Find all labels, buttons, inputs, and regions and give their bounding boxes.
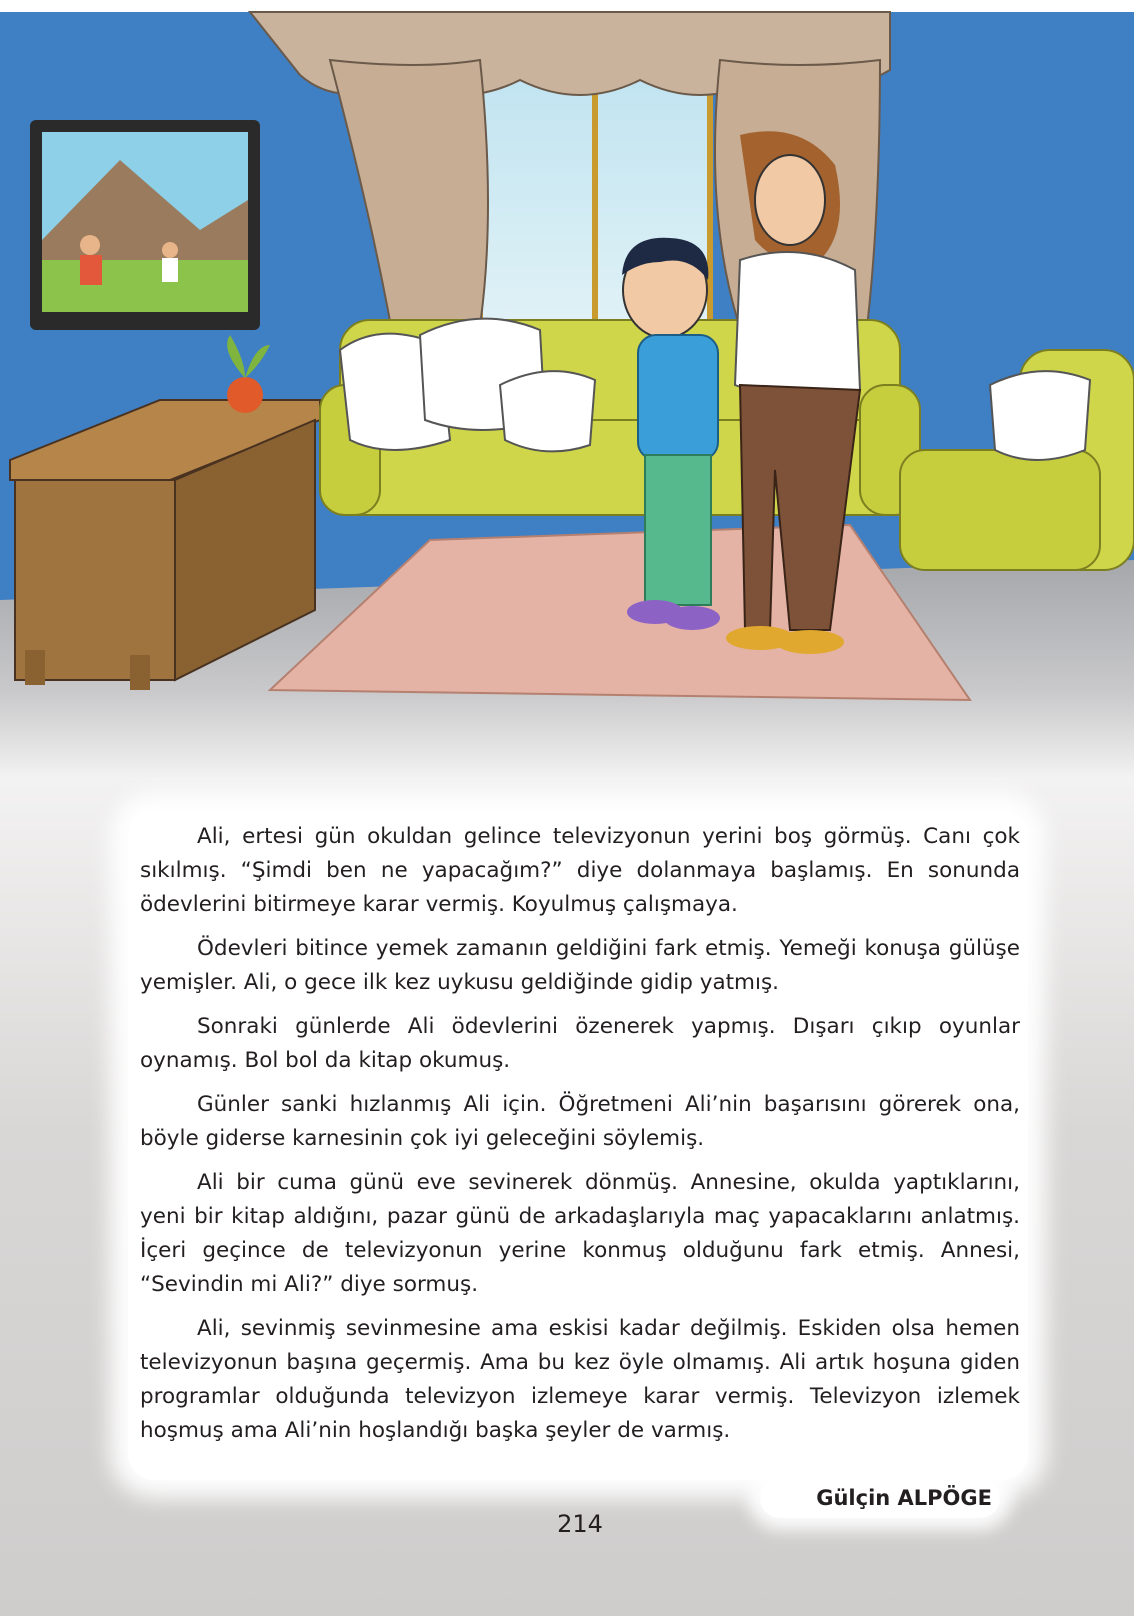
- story-text: [140, 820, 1020, 1458]
- paragraph: Ali, sevinmiş sevinmesine ama eskisi kadar değilmiş. Eskiden olsa hemen televizyonun başına geçermiş. Ama bu kez öyle olmamış. Ali artık hoşuna giden programlar olduğunda televizyon izlemeye karar vermiş. Televizyon izlemek hoşmuş ama Ali’nin hoşlandığı başka şeyler de varmış.: [140, 1316, 1020, 1443]
- paragraph: Ali bir cuma günü eve sevinerek dönmüş. Annesine, okulda yaptıklarını, yeni bir kitap aldığını, pazar günü de arkadaşlarıyla maç yapacaklarını anlatmış. İçeri geçince de televizyonun yerine konmuş olduğunu fark etmiş. Annesi, “Sevindin mi Ali?” diye sormuş.: [140, 1170, 1020, 1297]
- paragraph: Sonraki günlerde Ali ödevlerini özenerek yapmış. Dışarı çıkıp oyunlar oynamış. Bol bol da kitap okumuş.: [140, 1014, 1020, 1073]
- living-room-illustration: [0, 0, 1134, 780]
- author-name: Gülçin ALPÖGE: [760, 1478, 1000, 1518]
- paragraph: Ödevleri bitince yemek zamanın geldiğini fark etmiş. Yemeği konuşa gülüşe yemişler. Ali, o gece ilk kez uykusu geldiğinde gidip yatmış.: [140, 936, 1020, 995]
- television: [30, 120, 260, 330]
- page-number: 214: [557, 1510, 603, 1538]
- paragraph: Ali, ertesi gün okuldan gelince televizyonun yerini boş görmüş. Canı çok sıkılmış. “Şimdi ben ne yapacağım?” diye dolanmaya başlamış. En sonunda ödevlerini bitirmeye karar vermiş. Koyulmuş çalışmaya.: [140, 824, 1020, 917]
- paragraph: Günler sanki hızlanmış Ali için. Öğretmeni Ali’nin başarısını görerek ona, böyle giderse karnesinin çok iyi geleceğini söylemiş.: [140, 1092, 1020, 1151]
